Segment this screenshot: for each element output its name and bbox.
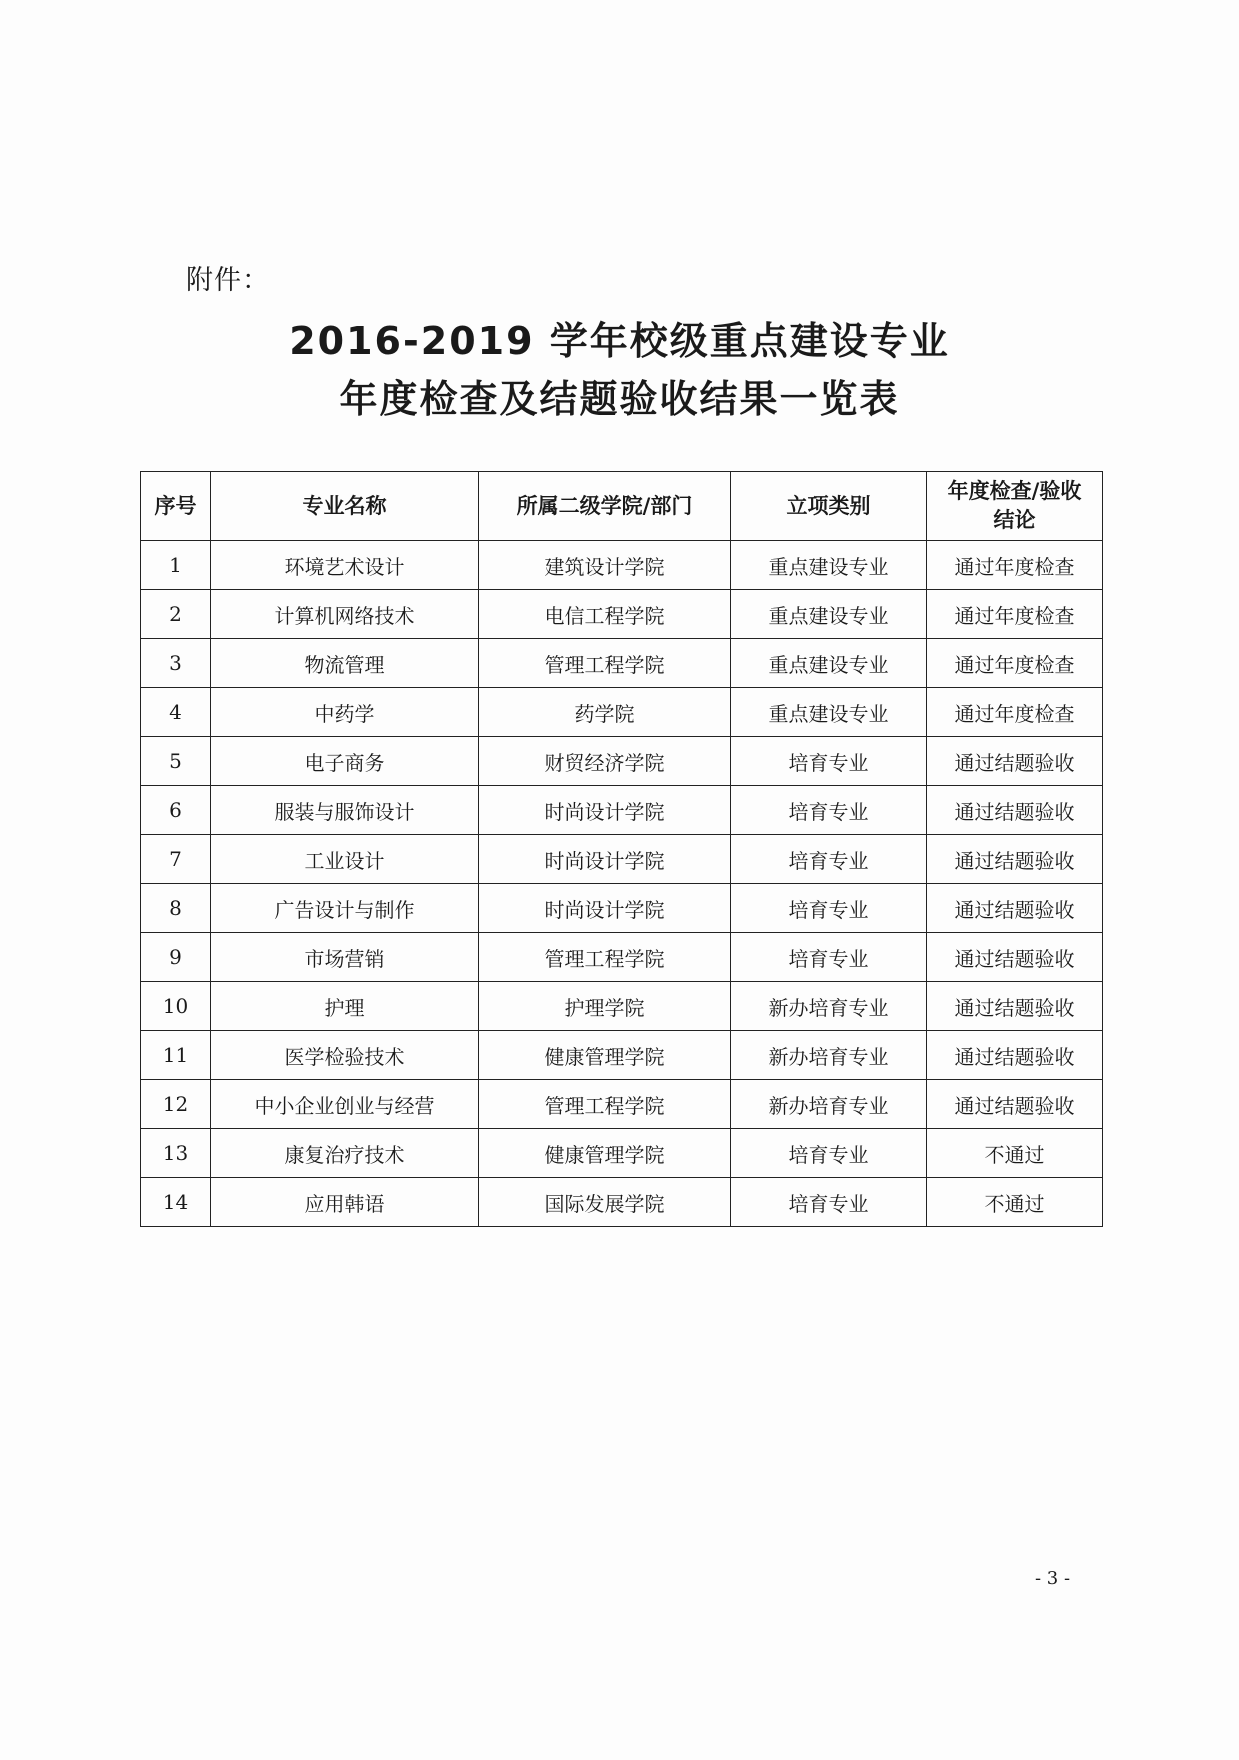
cell-type: 重点建设专业 xyxy=(731,590,927,639)
cell-dept: 健康管理学院 xyxy=(479,1129,731,1178)
cell-result: 通过年度检查 xyxy=(927,688,1103,737)
cell-type: 重点建设专业 xyxy=(731,541,927,590)
cell-dept: 时尚设计学院 xyxy=(479,884,731,933)
cell-dept: 药学院 xyxy=(479,688,731,737)
cell-dept: 健康管理学院 xyxy=(479,1031,731,1080)
table-row xyxy=(141,982,1103,1031)
cell-index: 5 xyxy=(141,737,211,786)
cell-name: 环境艺术设计 xyxy=(211,541,479,590)
table-row xyxy=(141,786,1103,835)
cell-index: 13 xyxy=(141,1129,211,1178)
cell-name: 中药学 xyxy=(211,688,479,737)
cell-type: 培育专业 xyxy=(731,737,927,786)
cell-type: 培育专业 xyxy=(731,1178,927,1227)
cell-index: 7 xyxy=(141,835,211,884)
cell-index: 11 xyxy=(141,1031,211,1080)
table-body xyxy=(141,541,1103,1227)
cell-type: 培育专业 xyxy=(731,835,927,884)
cell-result: 不通过 xyxy=(927,1129,1103,1178)
header-dept: 所属二级学院/部门 xyxy=(479,472,731,541)
cell-result: 通过结题验收 xyxy=(927,1031,1103,1080)
cell-index: 2 xyxy=(141,590,211,639)
cell-result: 通过结题验收 xyxy=(927,1080,1103,1129)
table-row xyxy=(141,737,1103,786)
results-table xyxy=(140,471,1103,1227)
cell-dept: 国际发展学院 xyxy=(479,1178,731,1227)
cell-type: 新办培育专业 xyxy=(731,982,927,1031)
table-row xyxy=(141,590,1103,639)
cell-index: 8 xyxy=(141,884,211,933)
cell-name: 应用韩语 xyxy=(211,1178,479,1227)
cell-name: 中小企业创业与经营 xyxy=(211,1080,479,1129)
page-number: - 3 - xyxy=(1035,1568,1071,1589)
header-result-line1: 年度检查/验收 xyxy=(947,479,1082,503)
cell-result: 通过结题验收 xyxy=(927,835,1103,884)
cell-dept: 管理工程学院 xyxy=(479,933,731,982)
cell-index: 4 xyxy=(141,688,211,737)
table-row xyxy=(141,933,1103,982)
cell-result: 通过结题验收 xyxy=(927,884,1103,933)
cell-dept: 建筑设计学院 xyxy=(479,541,731,590)
cell-result: 通过结题验收 xyxy=(927,786,1103,835)
header-result-line2: 结论 xyxy=(993,508,1036,532)
cell-name: 医学检验技术 xyxy=(211,1031,479,1080)
cell-result: 通过结题验收 xyxy=(927,737,1103,786)
cell-name: 服装与服饰设计 xyxy=(211,786,479,835)
cell-index: 10 xyxy=(141,982,211,1031)
cell-name: 计算机网络技术 xyxy=(211,590,479,639)
cell-index: 6 xyxy=(141,786,211,835)
cell-type: 培育专业 xyxy=(731,1129,927,1178)
cell-type: 重点建设专业 xyxy=(731,639,927,688)
table-row xyxy=(141,1129,1103,1178)
header-result xyxy=(927,472,1103,541)
cell-dept: 时尚设计学院 xyxy=(479,835,731,884)
cell-dept: 管理工程学院 xyxy=(479,1080,731,1129)
table-row xyxy=(141,835,1103,884)
cell-name: 物流管理 xyxy=(211,639,479,688)
cell-type: 重点建设专业 xyxy=(731,688,927,737)
cell-name: 广告设计与制作 xyxy=(211,884,479,933)
header-type: 立项类别 xyxy=(731,472,927,541)
cell-name: 康复治疗技术 xyxy=(211,1129,479,1178)
cell-index: 12 xyxy=(141,1080,211,1129)
cell-index: 14 xyxy=(141,1178,211,1227)
cell-index: 9 xyxy=(141,933,211,982)
table-row xyxy=(141,1031,1103,1080)
cell-dept: 管理工程学院 xyxy=(479,639,731,688)
cell-name: 护理 xyxy=(211,982,479,1031)
cell-result: 通过结题验收 xyxy=(927,982,1103,1031)
table-row xyxy=(141,884,1103,933)
cell-dept: 护理学院 xyxy=(479,982,731,1031)
table-row xyxy=(141,1178,1103,1227)
cell-dept: 财贸经济学院 xyxy=(479,737,731,786)
cell-result: 通过年度检查 xyxy=(927,541,1103,590)
cell-index: 1 xyxy=(141,541,211,590)
cell-type: 新办培育专业 xyxy=(731,1031,927,1080)
document-title-line2: 年度检查及结题验收结果一览表 xyxy=(339,377,900,421)
cell-type: 培育专业 xyxy=(731,933,927,982)
cell-type: 新办培育专业 xyxy=(731,1080,927,1129)
header-index: 序号 xyxy=(141,472,211,541)
cell-name: 工业设计 xyxy=(211,835,479,884)
cell-name: 市场营销 xyxy=(211,933,479,982)
header-name: 专业名称 xyxy=(211,472,479,541)
document-title-line1: 2016-2019 学年校级重点建设专业 xyxy=(289,319,950,363)
table-row xyxy=(141,688,1103,737)
table-row xyxy=(141,639,1103,688)
table-row xyxy=(141,1080,1103,1129)
cell-result: 通过年度检查 xyxy=(927,590,1103,639)
table-header-row xyxy=(141,472,1103,541)
cell-type: 培育专业 xyxy=(731,884,927,933)
attachment-label: 附件： xyxy=(186,265,270,296)
cell-index: 3 xyxy=(141,639,211,688)
cell-result: 通过年度检查 xyxy=(927,639,1103,688)
cell-type: 培育专业 xyxy=(731,786,927,835)
cell-name: 电子商务 xyxy=(211,737,479,786)
cell-dept: 时尚设计学院 xyxy=(479,786,731,835)
cell-result: 不通过 xyxy=(927,1178,1103,1227)
table-row xyxy=(141,541,1103,590)
cell-dept: 电信工程学院 xyxy=(479,590,731,639)
cell-result: 通过结题验收 xyxy=(927,933,1103,982)
